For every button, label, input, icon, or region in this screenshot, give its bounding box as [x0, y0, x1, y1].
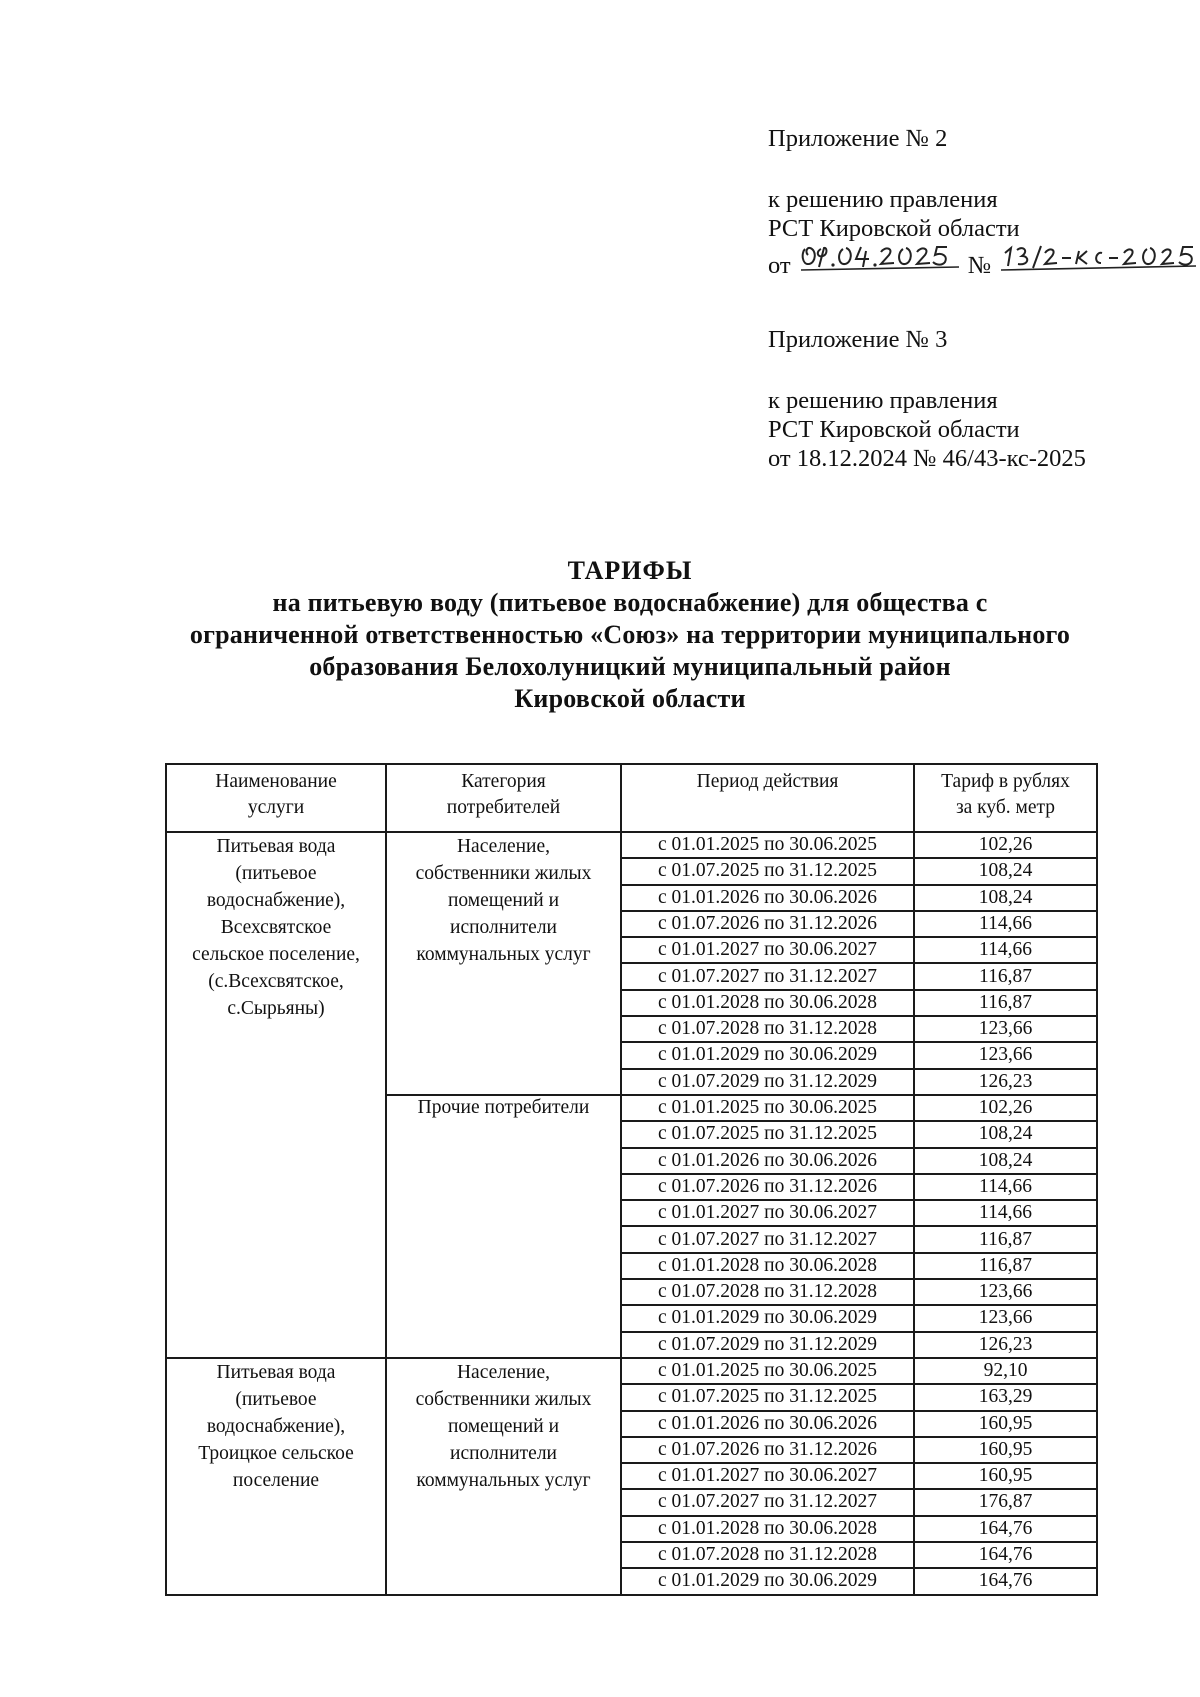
- header-service: Наименование услуги: [166, 764, 386, 832]
- document-title: [150, 555, 1110, 715]
- tariff-value-cell: 114,66: [914, 1200, 1097, 1226]
- tariff-value-cell: 114,66: [914, 1174, 1097, 1200]
- period-cell: с 01.07.2025 по 31.12.2025: [621, 1121, 914, 1147]
- service-name-line: водоснабжение),: [206, 1415, 346, 1437]
- period-cell: с 01.01.2026 по 30.06.2026: [621, 1411, 914, 1437]
- tariff-value-cell: 108,24: [914, 1121, 1097, 1147]
- service-name-line: Питьевая вода: [216, 836, 336, 857]
- appendix-2-block: [768, 124, 1199, 280]
- from-label: от: [768, 252, 791, 279]
- period-cell: с 01.01.2029 по 30.06.2029: [621, 1042, 914, 1068]
- service-name-line: Троицкое сельское: [198, 1442, 354, 1464]
- handwritten-number: [999, 243, 1199, 273]
- tariff-value-cell: 108,24: [914, 1148, 1097, 1174]
- consumer-category-line: собственники жилых: [415, 1388, 592, 1410]
- tariff-value-cell: 126,23: [914, 1332, 1097, 1358]
- appendix-3-decision-line: к решению правления: [768, 387, 998, 414]
- period-cell: с 01.01.2029 по 30.06.2029: [621, 1568, 914, 1594]
- period-cell: с 01.01.2027 по 30.06.2027: [621, 1200, 914, 1226]
- service-name-line: Питьевая вода: [216, 1361, 336, 1383]
- period-cell: с 01.07.2026 по 31.12.2026: [621, 1174, 914, 1200]
- consumer-category-cell: [386, 832, 621, 1095]
- tariffs-table: [165, 763, 1098, 1596]
- tariff-value-cell: 116,87: [914, 1226, 1097, 1252]
- consumer-category-line: собственники жилых: [415, 863, 592, 884]
- table-row: [166, 1358, 1097, 1384]
- period-cell: с 01.01.2025 по 30.06.2025: [621, 832, 914, 858]
- tariff-value-cell: 102,26: [914, 1095, 1097, 1121]
- period-cell: с 01.01.2028 по 30.06.2028: [621, 1253, 914, 1279]
- period-cell: с 01.07.2027 по 31.12.2027: [621, 963, 914, 989]
- service-name-line: Всехсвятское: [220, 917, 332, 938]
- service-name-line: поселение: [232, 1469, 320, 1491]
- title-line-4: образования Белохолуницкий муниципальный район: [309, 652, 951, 681]
- appendix-3-date-line: от 18.12.2024 № 46/43-кс-2025: [768, 445, 1086, 472]
- service-name-line: с.Сырьяны): [227, 998, 325, 1019]
- tariff-value-cell: 123,66: [914, 1042, 1097, 1068]
- appendix-3-authority-line: РСТ Кировской области: [768, 416, 1020, 443]
- period-cell: с 01.07.2027 по 31.12.2027: [621, 1226, 914, 1252]
- service-name-cell: [166, 832, 386, 1358]
- period-cell: с 01.01.2026 по 30.06.2026: [621, 1148, 914, 1174]
- tariff-value-cell: 123,66: [914, 1305, 1097, 1331]
- tariff-value-cell: 116,87: [914, 963, 1097, 989]
- service-name-line: (с.Всехсвятское,: [208, 971, 344, 992]
- tariff-value-cell: 160,95: [914, 1437, 1097, 1463]
- consumer-category-line: исполнители: [450, 917, 557, 938]
- tariff-value-cell: 164,76: [914, 1568, 1097, 1594]
- period-cell: с 01.01.2027 по 30.06.2027: [621, 1463, 914, 1489]
- tariff-value-cell: 164,76: [914, 1542, 1097, 1568]
- tariff-value-cell: 123,66: [914, 1016, 1097, 1042]
- period-cell: с 01.07.2025 по 31.12.2025: [621, 858, 914, 884]
- consumer-category-line: коммунальных услуг: [416, 1469, 591, 1491]
- period-cell: с 01.07.2028 по 31.12.2028: [621, 1542, 914, 1568]
- appendix-3-title: Приложение № 3: [768, 326, 948, 353]
- service-name-line: сельское поселение,: [192, 944, 360, 965]
- consumer-category-line: помещений и: [447, 1415, 560, 1437]
- period-cell: с 01.07.2029 по 31.12.2029: [621, 1332, 914, 1358]
- tariff-value-cell: 123,66: [914, 1279, 1097, 1305]
- tariff-value-cell: 108,24: [914, 858, 1097, 884]
- tariff-value-cell: 116,87: [914, 990, 1097, 1016]
- tariff-value-cell: 163,29: [914, 1384, 1097, 1410]
- tariff-value-cell: 160,95: [914, 1463, 1097, 1489]
- tariff-value-cell: 164,76: [914, 1516, 1097, 1542]
- period-cell: с 01.07.2027 по 31.12.2027: [621, 1489, 914, 1515]
- title-line-5: Кировской области: [514, 684, 746, 713]
- tariff-value-cell: 160,95: [914, 1411, 1097, 1437]
- appendix-2-date-line: [768, 243, 1199, 280]
- appendix-2-decision-line: к решению правления: [768, 186, 998, 213]
- appendix-2-title: Приложение № 2: [768, 125, 948, 152]
- service-name-line: (питьевое: [235, 863, 317, 884]
- tariff-value-cell: 92,10: [914, 1358, 1097, 1384]
- title-heading: ТАРИФЫ: [567, 556, 693, 585]
- service-name-line: водоснабжение),: [206, 890, 346, 911]
- period-cell: с 01.07.2028 по 31.12.2028: [621, 1016, 914, 1042]
- tariff-value-cell: 126,23: [914, 1069, 1097, 1095]
- period-cell: с 01.01.2029 по 30.06.2029: [621, 1305, 914, 1331]
- handwritten-date: [799, 243, 962, 273]
- service-name-line: (питьевое: [235, 1388, 317, 1410]
- tariff-value-cell: 108,24: [914, 885, 1097, 911]
- tariff-value-cell: 114,66: [914, 937, 1097, 963]
- period-cell: с 01.07.2028 по 31.12.2028: [621, 1279, 914, 1305]
- consumer-category-line: Население,: [456, 1361, 551, 1383]
- header-tariff: Тариф в рублях за куб. метр: [914, 764, 1097, 832]
- consumer-category-line: Прочие потребители: [417, 1096, 590, 1118]
- number-label: №: [967, 252, 992, 279]
- tariff-value-cell: 102,26: [914, 832, 1097, 858]
- period-cell: с 01.01.2028 по 30.06.2028: [621, 990, 914, 1016]
- tariff-value-cell: 116,87: [914, 1253, 1097, 1279]
- title-line-2: на питьевую воду (питьевое водоснабжение) для общества с: [272, 588, 988, 617]
- consumer-category-line: Население,: [456, 836, 551, 857]
- service-name-cell: [166, 1358, 386, 1595]
- consumer-category-cell: [386, 1095, 621, 1358]
- tariff-value-cell: 114,66: [914, 911, 1097, 937]
- header-category: Категория потребителей: [386, 764, 621, 832]
- tariff-value-cell: 176,87: [914, 1489, 1097, 1515]
- consumer-category-line: помещений и: [447, 890, 560, 911]
- period-cell: с 01.01.2026 по 30.06.2026: [621, 885, 914, 911]
- period-cell: с 01.01.2025 по 30.06.2025: [621, 1358, 914, 1384]
- period-cell: с 01.01.2027 по 30.06.2027: [621, 937, 914, 963]
- period-cell: с 01.07.2029 по 31.12.2029: [621, 1069, 914, 1095]
- period-cell: с 01.07.2025 по 31.12.2025: [621, 1384, 914, 1410]
- period-cell: с 01.07.2026 по 31.12.2026: [621, 911, 914, 937]
- table-header-row: [166, 764, 1097, 832]
- period-cell: с 01.01.2025 по 30.06.2025: [621, 1095, 914, 1121]
- consumer-category-line: исполнители: [450, 1442, 557, 1464]
- consumer-category-line: коммунальных услуг: [416, 944, 591, 965]
- period-cell: с 01.01.2028 по 30.06.2028: [621, 1516, 914, 1542]
- period-cell: с 01.07.2026 по 31.12.2026: [621, 1437, 914, 1463]
- appendix-2-authority-line: РСТ Кировской области: [768, 215, 1020, 242]
- table-row: [166, 832, 1097, 858]
- title-line-3: ограниченной ответственностью «Союз» на территории муниципального: [189, 620, 1071, 649]
- consumer-category-cell: [386, 1358, 621, 1595]
- table-body: [166, 832, 1097, 1595]
- appendix-3-block: [768, 325, 1086, 473]
- header-period: Период действия: [621, 764, 914, 832]
